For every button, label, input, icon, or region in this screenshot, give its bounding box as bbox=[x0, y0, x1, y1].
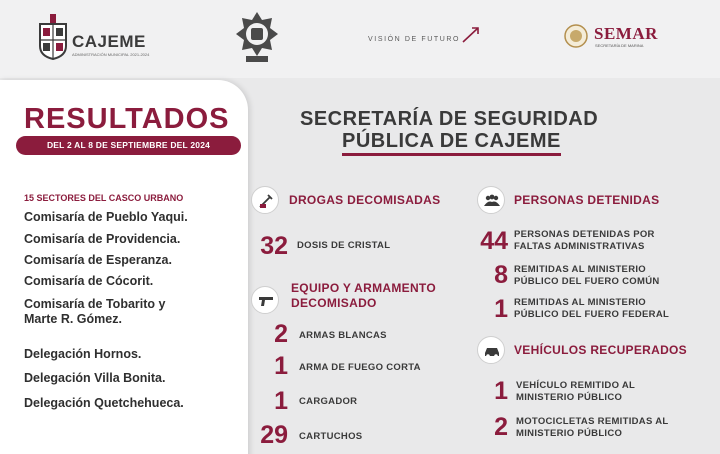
sectors-title: 15 SECTORES DEL CASCO URBANO bbox=[24, 193, 184, 203]
stat-label: VEHÍCULO REMITIDO AL MINISTERIO PÚBLICO bbox=[516, 380, 636, 403]
place-item: Delegación Hornos. bbox=[24, 347, 142, 361]
stat-number: 2 bbox=[494, 413, 508, 441]
equipo-heading: EQUIPO Y ARMAMENTO DECOMISADO bbox=[291, 281, 436, 310]
stat-number: 1 bbox=[494, 377, 508, 405]
cajeme-shield-icon bbox=[38, 14, 68, 60]
stat-label: REMITIDAS AL MINISTERIO PÚBLICO DEL FUERO COMÚN bbox=[514, 264, 660, 287]
stat-label: CARGADOR bbox=[299, 396, 358, 407]
car-icon bbox=[477, 336, 505, 364]
semar-name: SEMAR bbox=[594, 24, 658, 43]
vehiculos-heading: VEHÍCULOS RECUPERADOS bbox=[514, 343, 687, 357]
resultados-title: RESULTADOS bbox=[24, 103, 230, 135]
stat-label: ARMAS BLANCAS bbox=[299, 330, 387, 341]
place-item: Delegación Villa Bonita. bbox=[24, 371, 166, 385]
stat-label: CARTUCHOS bbox=[299, 431, 363, 442]
cajeme-name: CAJEME bbox=[72, 32, 146, 51]
stat-label: ARMA DE FUEGO CORTA bbox=[299, 362, 421, 373]
personas-heading: PERSONAS DETENIDAS bbox=[514, 193, 660, 207]
stat-label: MOTOCICLETAS REMITIDAS AL MINISTERIO PÚBLICO bbox=[516, 416, 669, 439]
place-item: Delegación Quetchehueca. bbox=[24, 396, 184, 410]
header-bar bbox=[0, 0, 720, 78]
mexico-seal-icon bbox=[564, 24, 588, 48]
stat-number: 44 bbox=[480, 227, 508, 255]
stat-label: REMITIDAS AL MINISTERIO PÚBLICO DEL FUERO FEDERAL bbox=[514, 297, 670, 320]
stat-number: 29 bbox=[260, 421, 288, 449]
cajeme-logo bbox=[38, 14, 158, 64]
stat-number: 32 bbox=[260, 232, 288, 260]
semar-logo bbox=[564, 22, 694, 54]
place-item: Comisaría de Pueblo Yaqui. bbox=[24, 210, 188, 224]
police-badge-icon bbox=[234, 10, 280, 64]
place-item: Comisaría de Cócorit. bbox=[24, 274, 154, 288]
drugs-icon bbox=[251, 186, 279, 214]
place-item: Comisaría de Providencia. bbox=[24, 232, 181, 246]
page-title-line2: PÚBLICA DE CAJEME bbox=[342, 130, 561, 156]
vision-de-futuro-text: VISIÓN DE FUTURO bbox=[368, 36, 461, 43]
stat-number: 1 bbox=[494, 295, 508, 323]
page-title-line1: SECRETARÍA DE SEGURIDAD bbox=[300, 108, 599, 130]
stat-number: 8 bbox=[494, 261, 508, 289]
stat-number: 2 bbox=[274, 320, 288, 348]
arrow-icon bbox=[462, 26, 480, 44]
cajeme-subtitle: ADMINISTRACIÓN MUNICIPAL 2021-2024 bbox=[72, 52, 150, 57]
drogas-heading: DROGAS DECOMISADAS bbox=[289, 193, 441, 207]
stat-number: 1 bbox=[274, 387, 288, 415]
place-item: Comisaría de Tobarito y Marte R. Gómez. bbox=[24, 297, 166, 326]
people-icon bbox=[477, 186, 505, 214]
semar-subtitle: SECRETARÍA DE MARINA bbox=[595, 43, 644, 48]
date-range-badge: DEL 2 AL 8 DE SEPTIEMBRE DEL 2024 bbox=[16, 136, 241, 155]
gun-icon bbox=[251, 286, 279, 314]
place-item: Comisaría de Esperanza. bbox=[24, 253, 172, 267]
stat-label: DOSIS DE CRISTAL bbox=[297, 240, 391, 251]
stat-number: 1 bbox=[274, 352, 288, 380]
stat-label: PERSONAS DETENIDAS POR FALTAS ADMINISTRATIVAS bbox=[514, 229, 655, 252]
page-title bbox=[300, 108, 630, 156]
